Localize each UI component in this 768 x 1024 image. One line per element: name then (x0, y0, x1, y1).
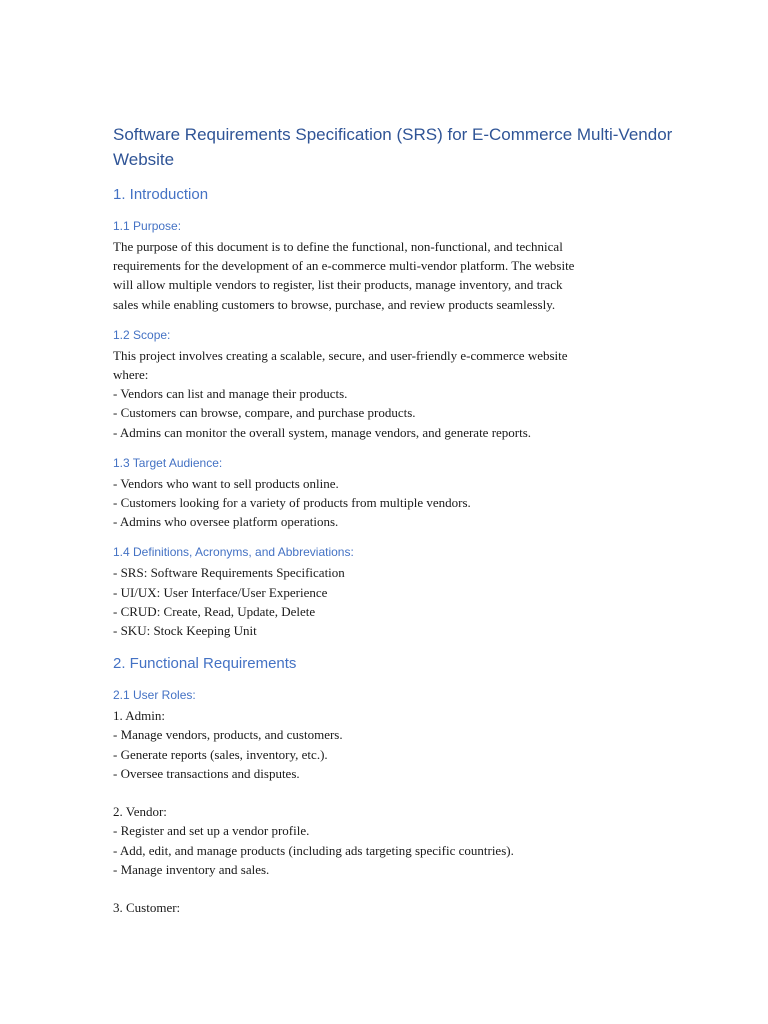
list-item: - SKU: Stock Keeping Unit (113, 623, 257, 639)
list-item: - Manage inventory and sales. (113, 861, 270, 877)
subsection-heading-user-roles: 2.1 User Roles: (113, 688, 196, 703)
list-item: - Add, edit, and manage products (including ads targeting specific countries). (113, 842, 514, 858)
section-heading-functional-requirements: 2. Functional Requirements (113, 655, 297, 673)
list-item: - Admins can monitor the overall system, manage vendors, and generate reports. (113, 424, 532, 440)
subsection-scope (113, 327, 673, 442)
list-item: - Admins who oversee platform operations. (113, 514, 339, 530)
text-line: The purpose of this document is to define the functional, non-functional, and technical (113, 239, 563, 254)
subsection-target-audience (113, 455, 673, 532)
subsection-definitions (113, 544, 673, 640)
list-item: - CRUD: Create, Read, Update, Delete (113, 603, 316, 619)
subsection-purpose (113, 218, 673, 314)
audience-list (113, 474, 673, 532)
list-item: - SRS: Software Requirements Specification (113, 565, 345, 581)
document-page (113, 122, 673, 917)
text-line: requirements for the development of an e-commerce multi-vendor platform. The website (113, 258, 575, 274)
list-item: - Register and set up a vendor profile. (113, 823, 310, 839)
list-item: - Customers looking for a variety of products from multiple vendors. (113, 495, 471, 511)
section-heading-introduction: 1. Introduction (113, 186, 209, 203)
list-item: - UI/UX: User Interface/User Experience (113, 584, 328, 600)
document-title-line: Website (113, 150, 175, 169)
list-item: - Oversee transactions and disputes. (113, 765, 300, 781)
user-roles-list (113, 706, 673, 917)
purpose-paragraph (113, 237, 673, 314)
text-line: will allow multiple vendors to register, list their products, manage inventory, and track (113, 277, 563, 293)
role-title-customer: 3. Customer: (113, 900, 181, 916)
list-item: - Customers can browse, compare, and purchase products. (113, 405, 416, 421)
subsection-heading-definitions: 1.4 Definitions, Acronyms, and Abbreviations: (113, 545, 354, 560)
document-title-line: Software Requirements Specification (SRS) for E-Commerce Multi-Vendor (113, 125, 673, 144)
role-title-admin: 1. Admin: (113, 708, 166, 724)
blank-line (113, 783, 673, 802)
role-title-vendor: 2. Vendor: (113, 804, 167, 820)
text-line: sales while enabling customers to browse, purchase, and review products seamlessly. (113, 296, 556, 312)
blank-line (113, 879, 673, 898)
subsection-user-roles (113, 687, 673, 917)
document-title (113, 122, 673, 172)
list-item: - Vendors who want to sell products online. (113, 475, 339, 491)
scope-paragraph (113, 346, 673, 442)
subsection-heading-target-audience: 1.3 Target Audience: (113, 455, 223, 470)
list-item: - Generate reports (sales, inventory, etc.). (113, 746, 328, 762)
text-line: This project involves creating a scalable, secure, and user-friendly e-commerce website (113, 347, 568, 363)
text-line: where: (113, 367, 149, 383)
list-item: - Vendors can list and manage their products. (113, 386, 348, 402)
subsection-heading-purpose: 1.1 Purpose: (113, 219, 182, 233)
definitions-list (113, 563, 673, 640)
subsection-heading-scope: 1.2 Scope: (113, 327, 171, 342)
list-item: - Manage vendors, products, and customers. (113, 727, 343, 743)
